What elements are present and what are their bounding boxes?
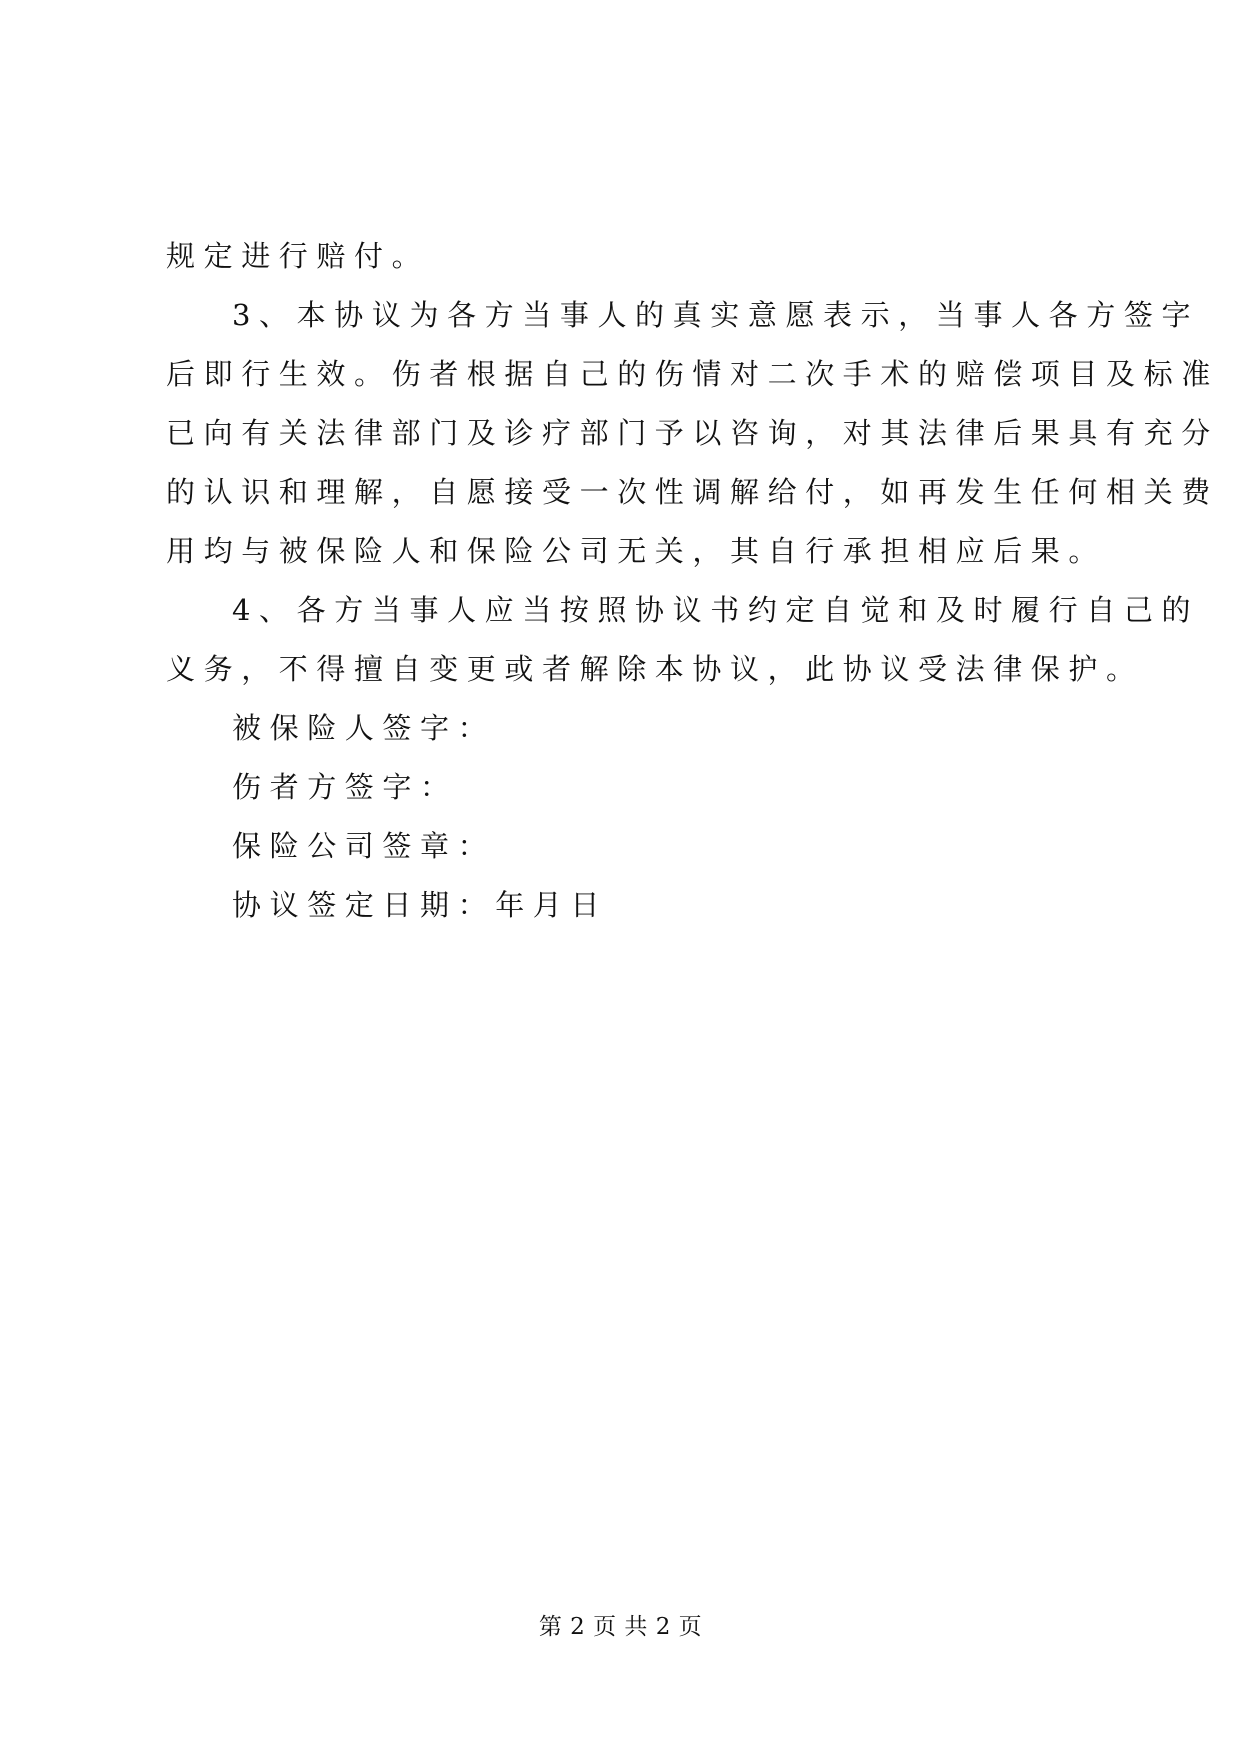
- agreement-date-label: 协议签定日期：年月日: [232, 888, 609, 922]
- injured-party-signature-label: 伤者方签字：: [232, 770, 458, 804]
- insurer-seal-label: 保险公司签章：: [232, 829, 496, 863]
- paragraph-continuation-line-1: 规定进行赔付。: [166, 239, 430, 273]
- clause-3-line-5: 用均与被保险人和保险公司无关，其自行承担相应后果。: [166, 534, 1107, 568]
- clause-3-line-4: 的认识和理解，自愿接受一次性调解给付，如再发生任何相关费: [166, 475, 1219, 509]
- clause-3-line-1: 3、本协议为各方当事人的真实意愿表示，当事人各方签字: [232, 298, 1200, 332]
- insured-signature-label: 被保险人签字：: [232, 711, 496, 745]
- clause-4-line-2: 义务，不得擅自变更或者解除本协议，此协议受法律保护。: [166, 652, 1144, 686]
- clause-3-line-3: 已向有关法律部门及诊疗部门予以咨询，对其法律后果具有充分: [166, 416, 1219, 450]
- clause-3-line-2: 后即行生效。伤者根据自己的伤情对二次手术的赔偿项目及标准: [166, 357, 1219, 391]
- page-number-footer: 第 2 页 共 2 页: [538, 1614, 703, 1640]
- clause-4-line-1: 4、各方当事人应当按照协议书约定自觉和及时履行自己的: [232, 593, 1200, 627]
